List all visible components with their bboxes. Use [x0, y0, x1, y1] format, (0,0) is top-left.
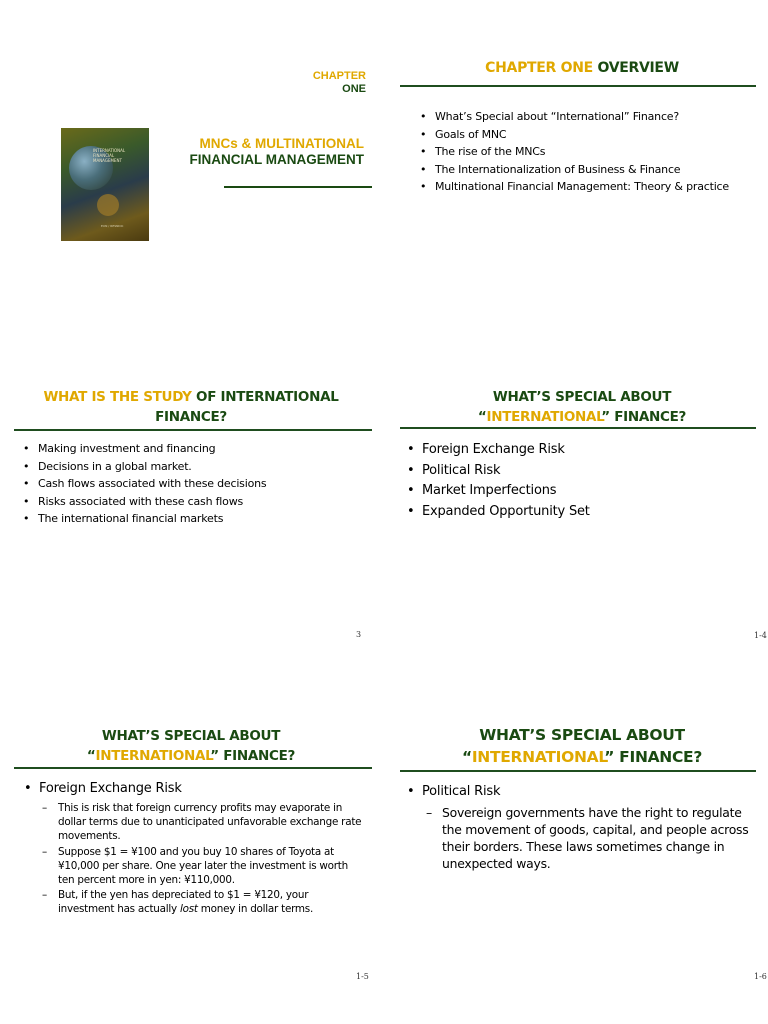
- open-quote: “: [477, 409, 487, 425]
- slide-4: [396, 340, 768, 670]
- title-line-2: FINANCE?: [155, 409, 227, 425]
- chapter-word: CHAPTER: [312, 70, 366, 82]
- title-end: ” FINANCE?: [604, 748, 703, 766]
- title-rule: [400, 85, 756, 87]
- sub-text-italic: lost: [179, 903, 198, 916]
- list-item: • The Internationalization of Business & Finance: [435, 161, 765, 179]
- sub-item: – Sovereign governments have the right to regulate the movement of goods, capital, and people across their borders. These laws sometimes change in unexpected ways.: [442, 804, 754, 872]
- sub-list: [442, 804, 754, 872]
- slide-3-title: [10, 387, 372, 427]
- list-item: • Making investment and financing: [38, 440, 368, 458]
- slide-3: [0, 340, 372, 670]
- list-item: • Cash flows associated with these decisions: [38, 475, 368, 493]
- list-item: • Expanded Opportunity Set: [422, 502, 752, 523]
- list-item: • The rise of the MNCs: [435, 143, 765, 161]
- list-item: [422, 783, 754, 872]
- slide-2: [396, 0, 768, 330]
- slide-5-title: [10, 726, 372, 766]
- chapter-label: [313, 70, 366, 96]
- slide-5: [0, 680, 372, 1010]
- bullet-text: Political Risk: [422, 784, 501, 799]
- title-rule: [14, 429, 372, 431]
- sub-text-after: money in dollar terms.: [197, 903, 314, 916]
- slide-6-title: [396, 724, 768, 768]
- list-item: • Goals of MNC: [435, 126, 765, 144]
- slide-6: [396, 680, 768, 1010]
- title-end: ” FINANCE?: [601, 409, 687, 425]
- slide-2-title: [396, 60, 768, 76]
- title-gold-part: WHAT IS THE STUDY: [43, 389, 192, 405]
- sub-item: – This is risk that foreign currency profits may evaporate in dollar terms due to unanticipated unfavorable exchange rate movements.: [58, 801, 364, 844]
- list-item: • Risks associated with these cash flows: [38, 493, 368, 511]
- page-number: 1-6: [754, 972, 767, 981]
- book-cover-image: [61, 128, 149, 241]
- title-rule: [14, 767, 372, 769]
- special-list: [422, 440, 752, 522]
- title-rule: [400, 427, 756, 429]
- title-rule: [400, 770, 756, 772]
- title-gold-word: INTERNATIONAL: [95, 748, 211, 764]
- page-number: 1-4: [754, 631, 767, 640]
- list-item: • Market Imperfections: [422, 481, 752, 502]
- fx-risk-list: [39, 780, 364, 917]
- list-item: • The international financial markets: [38, 510, 368, 528]
- bullet-text: Foreign Exchange Risk: [39, 781, 182, 796]
- sub-item: [58, 888, 364, 916]
- page-number: 3: [356, 630, 362, 639]
- title-overview: OVERVIEW: [592, 60, 679, 76]
- title-line-1: WHAT’S SPECIAL ABOUT: [101, 728, 281, 744]
- overview-list: [435, 108, 765, 196]
- sub-text-before: But, if the yen has depreciated to $1 = ¥120, your investment has actually: [58, 889, 309, 916]
- list-item: • What’s Special about “International” Finance?: [435, 108, 765, 126]
- title-rule: [224, 186, 372, 188]
- sub-item: – Suppose $1 = ¥100 and you buy 10 shares of Toyota at ¥10,000 per share. One year later the investment is worth ten percent more in yen: ¥110,000.: [58, 845, 364, 888]
- open-quote: “: [461, 748, 472, 766]
- slide-4-title: [396, 387, 768, 427]
- sub-list: [58, 801, 364, 917]
- slide-1: [0, 0, 372, 330]
- title-green-part: OF INTERNATIONAL: [191, 389, 339, 405]
- book-cover-author: EUN / RESNICK: [101, 224, 124, 228]
- list-item: [39, 780, 364, 917]
- title-line-2: FINANCIAL MANAGEMENT: [189, 152, 364, 167]
- title-gold-word: INTERNATIONAL: [486, 409, 602, 425]
- slide-1-title: [190, 136, 365, 168]
- title-line-1: MNCs & MULTINATIONAL: [199, 136, 364, 151]
- study-list: [38, 440, 368, 528]
- list-item: • Foreign Exchange Risk: [422, 440, 752, 461]
- title-end: ” FINANCE?: [210, 748, 296, 764]
- title-gold-word: INTERNATIONAL: [471, 748, 605, 766]
- list-item: • Political Risk: [422, 461, 752, 482]
- list-item: • Decisions in a global market.: [38, 458, 368, 476]
- chapter-number: ONE: [342, 83, 366, 95]
- title-line-1: WHAT’S SPECIAL ABOUT: [479, 726, 685, 744]
- title-chapter-one: CHAPTER ONE: [485, 60, 593, 76]
- title-line-1: WHAT’S SPECIAL ABOUT: [492, 389, 672, 405]
- list-item: • Multinational Financial Management: Theory & practice: [435, 178, 765, 196]
- coin-graphic: [97, 194, 119, 216]
- page-number: 1-5: [356, 972, 369, 981]
- open-quote: “: [86, 748, 96, 764]
- political-risk-list: [422, 783, 754, 872]
- book-cover-title: INTERNATIONAL FINANCIAL MANAGEMENT: [93, 148, 126, 163]
